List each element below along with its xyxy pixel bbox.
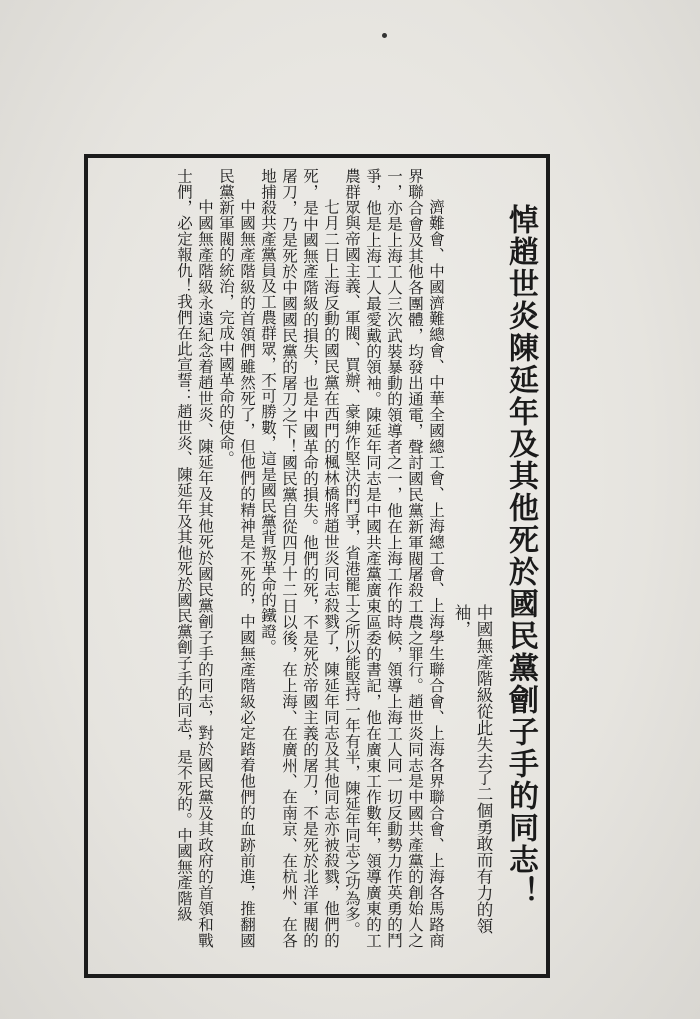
- paragraph: 濟難會、中國濟難總會、中華全國總工會、上海總工會、上海學生聯合會、上海各界聯合會、上海各馬路商界聯合會及其他各團體，均發出通電，聲討國民黨新軍閥屠殺工農之罪行。趙世炎同志是中國共產黨的創始人之一，亦是上海工人三次武裝暴動的領導者之一，他在上海工作的時候，領導上海工人同一切反動勢力作英勇的鬥爭，他是上海工人最愛戴的領袖。陳延年同志是中國共產黨廣東區委的書記，他在廣東工作數年，領導廣東的工農群眾與帝國主義、軍閥、買辦、豪紳作堅決的鬥爭，省港罷工之所以能堅持一年有半，陳延年同志之功為多。: [343, 168, 445, 948]
- paragraph: 中國無產階級永遠紀念着趙世炎、陳延年及其他死於國民黨劊子手的同志，對於國民黨及其政府的首領和戰士們，必定報仇！我們在此宣誓：趙世炎、陳延年及其他死於國民黨劊子手的同志，是不死的。中國無產階級: [175, 168, 214, 948]
- article-body: [173, 168, 446, 948]
- article: [96, 168, 540, 968]
- paragraph: 中國無產階級的首領們雖然死了，但他們的精神是不死的，中國無產階級必定踏着他們的血跡前進，推翻國民黨新軍閥的統治，完成中國革命的使命。: [217, 168, 256, 948]
- article-title: 悼趙世炎陳延年及其他死於國民黨劊子手的同志！: [503, 204, 538, 908]
- ink-speck: [382, 33, 387, 38]
- article-lead: 中國無產階級從此失去了二個勇敢而有力的領袖，: [452, 604, 493, 934]
- paragraph: 七月二日上海反動的國民黨在西門的楓林橋將趙世炎同志殺戮了，陳延年同志及其他同志亦被殺戮，他們的死，是中國無產階級的損失，也是中國革命的損失。他們的死，不是死於帝國主義的屠刀，不是死於北洋軍閥的屠刀，乃是死於中國國民黨的屠刀之下！國民黨自從四月十二日以後，在上海、在廣州、在南京、在杭州、在各地捕殺共產黨員及工農群眾，不可勝數，這是國民黨背叛革命的鐵證。: [259, 168, 340, 948]
